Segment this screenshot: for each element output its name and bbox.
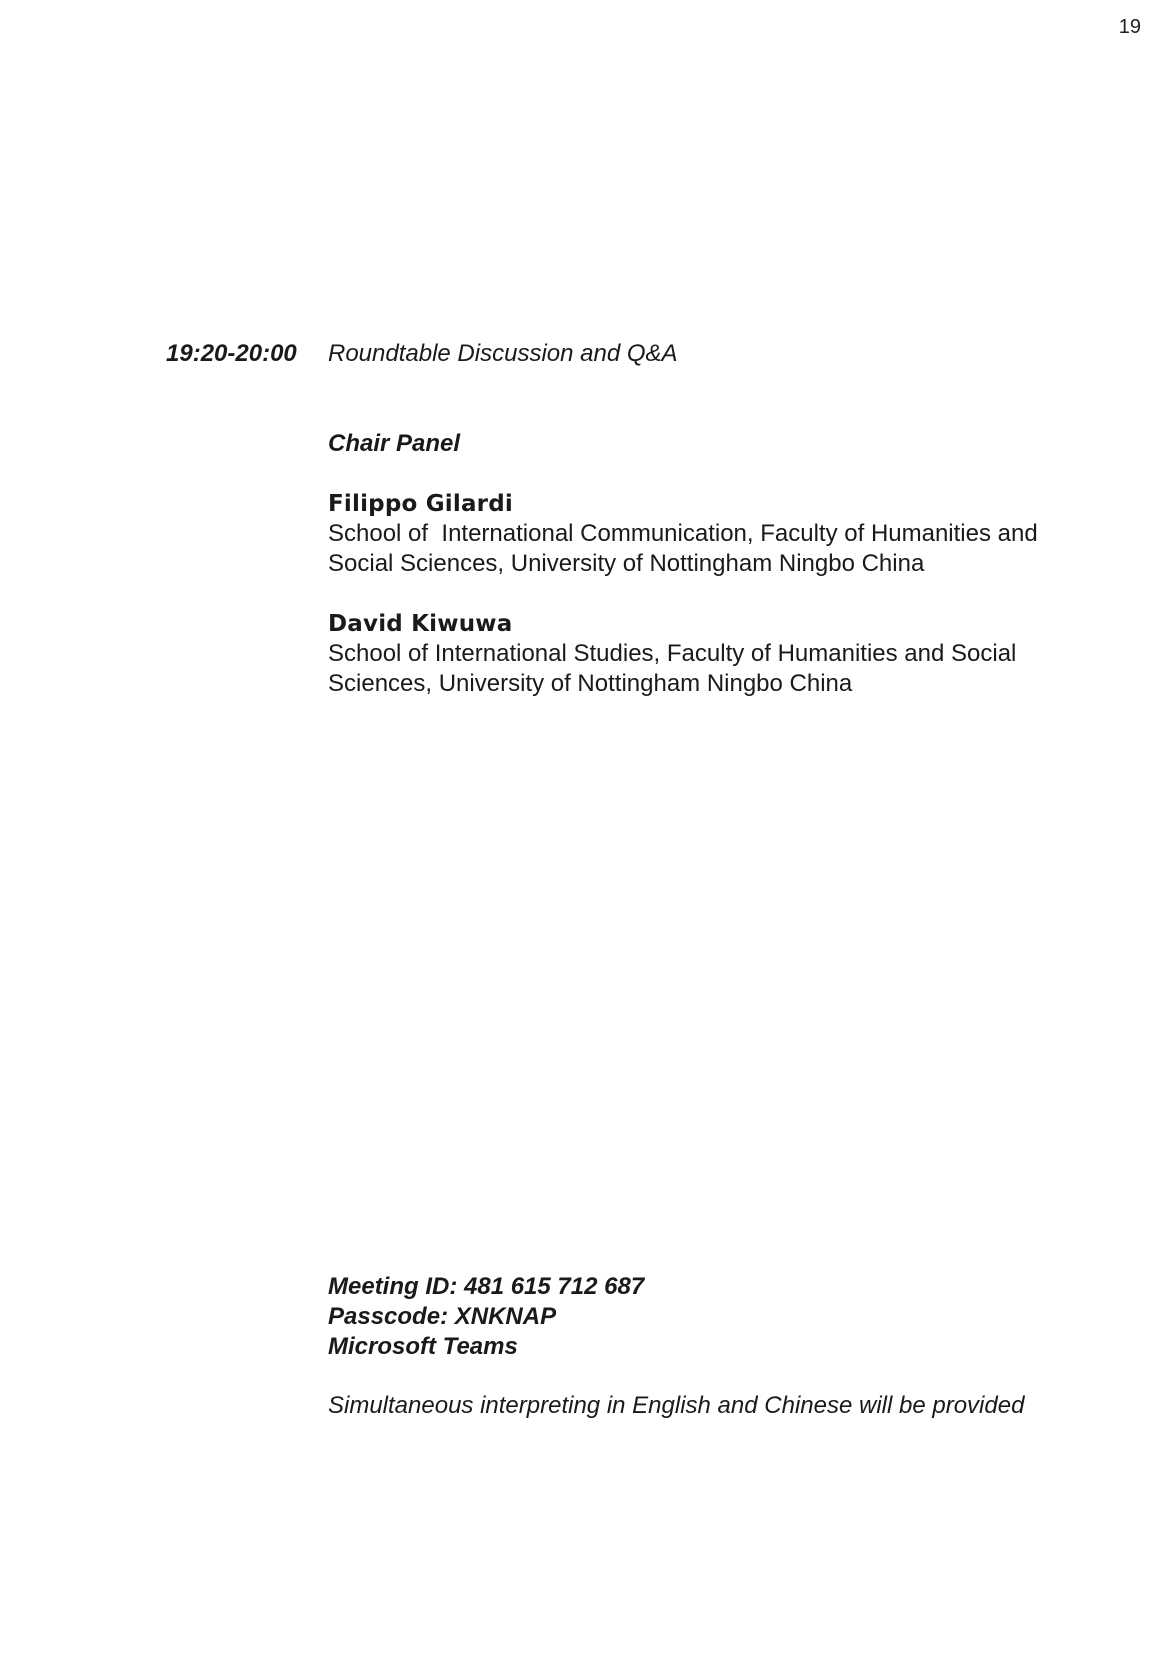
meeting-id: Meeting ID: 481 615 712 687: [328, 1273, 645, 1300]
speaker-affiliation-line: Social Sciences, University of Nottingham Ningbo China: [328, 550, 925, 577]
session-title: Roundtable Discussion and Q&A: [328, 340, 678, 367]
speaker-affiliation-line: Sciences, University of Nottingham Ningbo China: [328, 670, 853, 697]
speaker-affiliation-line: School of International Communication, Faculty of Humanities and: [328, 520, 1038, 547]
meeting-details: [328, 1272, 644, 1362]
session-time: 19:20-20:00: [166, 340, 297, 367]
chair-panel-heading: Chair Panel: [328, 430, 461, 457]
speaker-entry: [328, 489, 1088, 579]
page-number: 19: [1118, 16, 1141, 38]
speaker-name: David Kiwuwa: [328, 611, 513, 637]
interpreting-note: Simultaneous interpreting in English and Chinese will be provided: [328, 1392, 1025, 1419]
speaker-affiliation-line: School of International Studies, Faculty of Humanities and Social: [328, 640, 1017, 667]
meeting-passcode: Passcode: XNKNAP: [328, 1303, 557, 1330]
meeting-platform: Microsoft Teams: [328, 1333, 518, 1360]
speaker-name: Filippo Gilardi: [328, 491, 513, 517]
speaker-entry: [328, 609, 1088, 699]
